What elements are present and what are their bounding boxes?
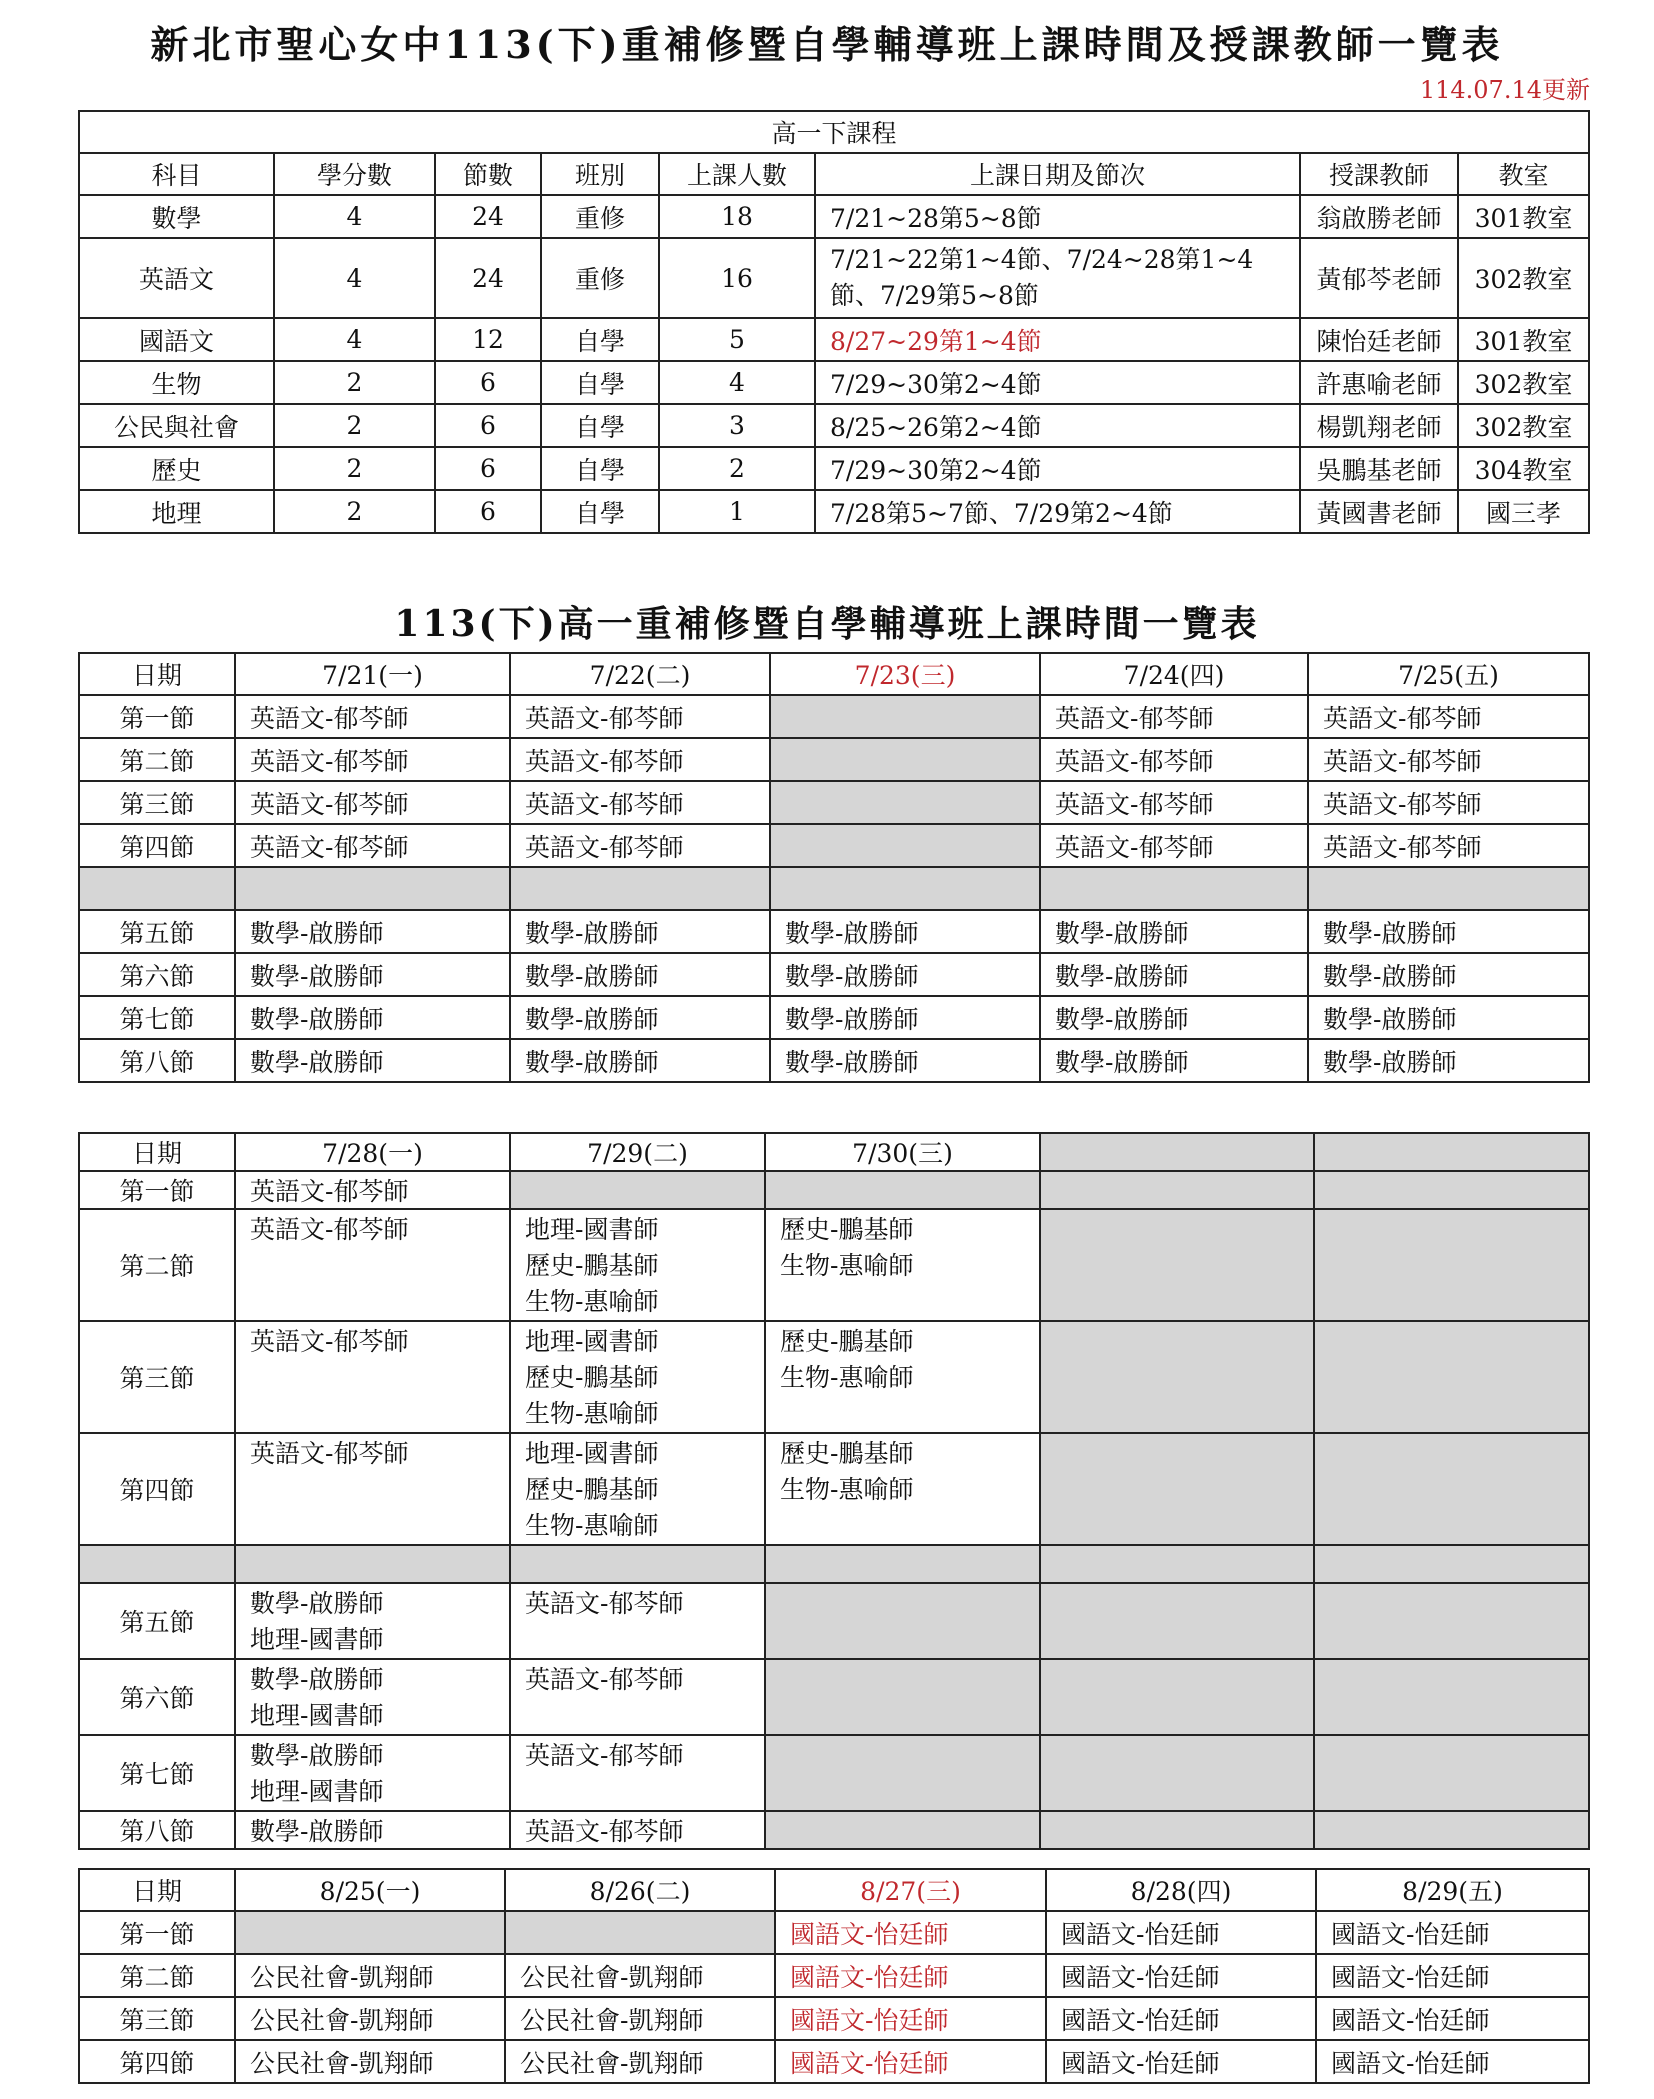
cell-highlighted: 國語文-怡廷師: [775, 2040, 1046, 2083]
table-row: [79, 361, 1589, 404]
empty-cell: [1314, 1735, 1589, 1811]
date-header: 日期: [79, 1869, 235, 1911]
date-header-highlighted: 7/23(三): [770, 653, 1040, 695]
empty-cell: [1314, 1133, 1589, 1171]
cell: 英語文-郁芩師: [510, 1735, 765, 1811]
table-row: [79, 195, 1589, 238]
cell: 自學: [541, 490, 659, 533]
column-header: 節數: [435, 153, 541, 195]
cell: 7/21~22第1~4節、7/24~28第1~4節、7/29第5~8節: [815, 238, 1300, 318]
cell: 英語文: [79, 238, 274, 318]
cell: 自學: [541, 361, 659, 404]
cell: 8/25~26第2~4節: [815, 404, 1300, 447]
cell: 英語文-郁芩師: [235, 824, 510, 867]
table-row: [79, 404, 1589, 447]
table-row: [79, 318, 1589, 361]
period-label: 第七節: [79, 1735, 235, 1811]
cell: 英語文-郁芩師: [510, 1583, 765, 1659]
empty-cell: [1040, 1811, 1314, 1849]
cell: 國三孝: [1458, 490, 1589, 533]
cell: 數學-啟勝師: [235, 910, 510, 953]
empty-cell: [765, 1171, 1040, 1209]
empty-cell: [1314, 1811, 1589, 1849]
cell: 數學-啟勝師 地理-國書師: [235, 1583, 510, 1659]
column-header: 學分數: [274, 153, 435, 195]
column-header: 上課人數: [659, 153, 815, 195]
empty-cell: [765, 1735, 1040, 1811]
empty-cell: [1040, 867, 1308, 910]
cell: 公民社會-凱翔師: [235, 1997, 505, 2040]
cell: 楊凱翔老師: [1300, 404, 1458, 447]
period-label: 第二節: [79, 1954, 235, 1997]
cell: 數學-啟勝師: [510, 1039, 770, 1082]
column-header: 科目: [79, 153, 274, 195]
cell: 歷史-鵬基師 生物-惠喻師: [765, 1209, 1040, 1321]
schedule-table-week-1: [78, 652, 1590, 1083]
column-header: 上課日期及節次: [815, 153, 1300, 195]
cell: 數學-啟勝師: [510, 910, 770, 953]
period-label: 第二節: [79, 1209, 235, 1321]
empty-cell: [770, 824, 1040, 867]
table-row: [79, 1209, 1589, 1321]
empty-cell: [770, 695, 1040, 738]
cell: 英語文-郁芩師: [235, 1171, 510, 1209]
cell: 數學-啟勝師: [235, 1811, 510, 1849]
empty-cell: [1308, 867, 1589, 910]
cell: 英語文-郁芩師: [510, 695, 770, 738]
cell: 2: [274, 404, 435, 447]
cell: 歷史-鵬基師 生物-惠喻師: [765, 1433, 1040, 1545]
date-header: 7/24(四): [1040, 653, 1308, 695]
cell: 地理-國書師 歷史-鵬基師 生物-惠喻師: [510, 1321, 765, 1433]
table-row: [79, 1433, 1589, 1545]
lunch-break-row: [79, 1545, 1589, 1583]
period-label: 第七節: [79, 996, 235, 1039]
course-table-caption: 高一下課程: [79, 111, 1589, 153]
cell: 國語文-怡廷師: [1316, 1911, 1589, 1954]
cell: 陳怡廷老師: [1300, 318, 1458, 361]
cell: 黃國書老師: [1300, 490, 1458, 533]
cell: 24: [435, 238, 541, 318]
period-label: 第五節: [79, 910, 235, 953]
cell: 國語文-怡廷師: [1046, 2040, 1316, 2083]
empty-cell: [765, 1583, 1040, 1659]
table-row: [79, 1911, 1589, 1954]
empty-cell: [1314, 1659, 1589, 1735]
cell: 6: [435, 490, 541, 533]
table-row: [79, 1583, 1589, 1659]
empty-cell: [79, 867, 235, 910]
cell: 數學-啟勝師: [770, 953, 1040, 996]
cell: 4: [274, 318, 435, 361]
period-label: 第一節: [79, 1911, 235, 1954]
table-row: [79, 996, 1589, 1039]
empty-cell: [1314, 1209, 1589, 1321]
table-row: [79, 695, 1589, 738]
cell: 7/21~28第5~8節: [815, 195, 1300, 238]
empty-cell: [765, 1545, 1040, 1583]
table-row: [79, 238, 1589, 318]
empty-cell: [1040, 1545, 1314, 1583]
cell: 4: [274, 195, 435, 238]
period-label: 第四節: [79, 2040, 235, 2083]
empty-cell: [1314, 1171, 1589, 1209]
cell: 英語文-郁芩師: [1040, 824, 1308, 867]
empty-cell: [505, 1911, 775, 1954]
cell: 數學-啟勝師: [1040, 1039, 1308, 1082]
schedule-header-row: [79, 1133, 1589, 1171]
cell: 英語文-郁芩師: [510, 1811, 765, 1849]
cell-highlighted: 國語文-怡廷師: [775, 1954, 1046, 1997]
date-header: 日期: [79, 653, 235, 695]
cell: 24: [435, 195, 541, 238]
empty-cell: [510, 867, 770, 910]
cell: 6: [435, 447, 541, 490]
empty-cell: [1040, 1133, 1314, 1171]
cell-highlighted: 8/27~29第1~4節: [815, 318, 1300, 361]
table-row: [79, 910, 1589, 953]
cell: 英語文-郁芩師: [1308, 824, 1589, 867]
cell: 國語文-怡廷師: [1316, 1954, 1589, 1997]
date-header: 7/28(一): [235, 1133, 510, 1171]
cell: 地理-國書師 歷史-鵬基師 生物-惠喻師: [510, 1209, 765, 1321]
cell: 英語文-郁芩師: [1308, 781, 1589, 824]
cell: 6: [435, 361, 541, 404]
empty-cell: [1040, 1583, 1314, 1659]
cell: 數學-啟勝師: [1040, 910, 1308, 953]
cell: 12: [435, 318, 541, 361]
cell: 18: [659, 195, 815, 238]
table-row: [79, 1039, 1589, 1082]
schedule-table-week-3: [78, 1868, 1590, 2084]
empty-cell: [1314, 1583, 1589, 1659]
period-label: 第四節: [79, 1433, 235, 1545]
schedule-header-row: [79, 1869, 1589, 1911]
cell: 自學: [541, 318, 659, 361]
table-row: [79, 1171, 1589, 1209]
period-label: 第五節: [79, 1583, 235, 1659]
table-row: [79, 1954, 1589, 1997]
schedule-title: 113(下)高一重補修暨自學輔導班上課時間一覽表: [394, 603, 1260, 645]
table-row: [79, 447, 1589, 490]
cell: 吳鵬基老師: [1300, 447, 1458, 490]
table-row: [79, 1735, 1589, 1811]
cell: 3: [659, 404, 815, 447]
cell: 英語文-郁芩師: [235, 781, 510, 824]
document-title: 新北市聖心女中113(下)重補修暨自學輔導班上課時間及授課教師一覽表: [150, 22, 1504, 67]
cell-highlighted: 國語文-怡廷師: [775, 1997, 1046, 2040]
cell: 302教室: [1458, 404, 1589, 447]
cell: 英語文-郁芩師: [235, 1321, 510, 1433]
cell: 數學-啟勝師: [235, 953, 510, 996]
period-label: 第四節: [79, 824, 235, 867]
table-row: [79, 781, 1589, 824]
cell: 英語文-郁芩師: [235, 695, 510, 738]
cell: 公民與社會: [79, 404, 274, 447]
empty-cell: [1040, 1735, 1314, 1811]
cell: 歷史: [79, 447, 274, 490]
period-label: 第六節: [79, 953, 235, 996]
cell: 7/29~30第2~4節: [815, 361, 1300, 404]
cell: 翁啟勝老師: [1300, 195, 1458, 238]
cell: 數學-啟勝師: [770, 996, 1040, 1039]
cell: 數學-啟勝師: [770, 1039, 1040, 1082]
cell: 國語文-怡廷師: [1316, 2040, 1589, 2083]
table-row: [79, 1811, 1589, 1849]
cell: 國語文-怡廷師: [1316, 1997, 1589, 2040]
date-header-highlighted: 8/27(三): [775, 1869, 1046, 1911]
period-label: 第三節: [79, 781, 235, 824]
empty-cell: [1040, 1171, 1314, 1209]
empty-cell: [765, 1659, 1040, 1735]
period-label: 第八節: [79, 1039, 235, 1082]
empty-cell: [235, 867, 510, 910]
empty-cell: [235, 1545, 510, 1583]
cell: 數學-啟勝師: [235, 996, 510, 1039]
cell: 國語文-怡廷師: [1046, 1911, 1316, 1954]
cell: 2: [659, 447, 815, 490]
cell: 國語文: [79, 318, 274, 361]
course-table-header-row: [79, 153, 1589, 195]
cell: 5: [659, 318, 815, 361]
empty-cell: [770, 781, 1040, 824]
period-label: 第三節: [79, 1321, 235, 1433]
cell: 302教室: [1458, 238, 1589, 318]
cell: 地理-國書師 歷史-鵬基師 生物-惠喻師: [510, 1433, 765, 1545]
table-row: [79, 953, 1589, 996]
lunch-break-row: [79, 867, 1589, 910]
cell-highlighted: 國語文-怡廷師: [775, 1911, 1046, 1954]
cell: 2: [274, 447, 435, 490]
table-row: [79, 1659, 1589, 1735]
cell: 英語文-郁芩師: [235, 738, 510, 781]
cell: 地理: [79, 490, 274, 533]
empty-cell: [79, 1545, 235, 1583]
cell: 歷史-鵬基師 生物-惠喻師: [765, 1321, 1040, 1433]
cell: 1: [659, 490, 815, 533]
empty-cell: [510, 1171, 765, 1209]
empty-cell: [770, 867, 1040, 910]
cell: 英語文-郁芩師: [235, 1433, 510, 1545]
empty-cell: [1314, 1545, 1589, 1583]
period-label: 第三節: [79, 1997, 235, 2040]
date-header: 7/21(一): [235, 653, 510, 695]
cell: 公民社會-凱翔師: [505, 1954, 775, 1997]
cell: 生物: [79, 361, 274, 404]
cell: 2: [274, 361, 435, 404]
cell: 數學: [79, 195, 274, 238]
empty-cell: [235, 1911, 505, 1954]
empty-cell: [765, 1811, 1040, 1849]
date-header: 日期: [79, 1133, 235, 1171]
date-header: 8/25(一): [235, 1869, 505, 1911]
cell: 數學-啟勝師: [1040, 953, 1308, 996]
table-row: [79, 490, 1589, 533]
cell: 公民社會-凱翔師: [235, 2040, 505, 2083]
date-header: 8/28(四): [1046, 1869, 1316, 1911]
table-row: [79, 824, 1589, 867]
cell: 304教室: [1458, 447, 1589, 490]
cell: 數學-啟勝師 地理-國書師: [235, 1735, 510, 1811]
cell: 2: [274, 490, 435, 533]
cell: 4: [274, 238, 435, 318]
cell: 301教室: [1458, 195, 1589, 238]
empty-cell: [770, 738, 1040, 781]
cell: 英語文-郁芩師: [1040, 695, 1308, 738]
cell: 英語文-郁芩師: [1040, 738, 1308, 781]
cell: 自學: [541, 404, 659, 447]
empty-cell: [1040, 1321, 1314, 1433]
date-header: 8/29(五): [1316, 1869, 1589, 1911]
cell: 英語文-郁芩師: [510, 824, 770, 867]
empty-cell: [510, 1545, 765, 1583]
cell: 7/28第5~7節、7/29第2~4節: [815, 490, 1300, 533]
cell: 數學-啟勝師: [770, 910, 1040, 953]
cell: 重修: [541, 195, 659, 238]
cell: 英語文-郁芩師: [510, 738, 770, 781]
cell: 7/29~30第2~4節: [815, 447, 1300, 490]
course-summary-table: [78, 110, 1590, 534]
cell: 公民社會-凱翔師: [505, 1997, 775, 2040]
cell: 英語文-郁芩師: [510, 1659, 765, 1735]
cell: 數學-啟勝師: [1308, 996, 1589, 1039]
column-header: 教室: [1458, 153, 1589, 195]
schedule-table-week-2: [78, 1132, 1590, 1850]
cell: 6: [435, 404, 541, 447]
period-label: 第八節: [79, 1811, 235, 1849]
period-label: 第一節: [79, 1171, 235, 1209]
period-label: 第一節: [79, 695, 235, 738]
cell: 數學-啟勝師: [510, 996, 770, 1039]
cell: 公民社會-凱翔師: [505, 2040, 775, 2083]
cell: 16: [659, 238, 815, 318]
cell: 公民社會-凱翔師: [235, 1954, 505, 1997]
column-header: 授課教師: [1300, 153, 1458, 195]
cell: 黃郁芩老師: [1300, 238, 1458, 318]
date-header: 7/30(三): [765, 1133, 1040, 1171]
schedule-header-row: [79, 653, 1589, 695]
cell: 英語文-郁芩師: [235, 1209, 510, 1321]
date-header: 7/25(五): [1308, 653, 1589, 695]
period-label: 第二節: [79, 738, 235, 781]
cell: 自學: [541, 447, 659, 490]
period-label: 第六節: [79, 1659, 235, 1735]
cell: 數學-啟勝師: [235, 1039, 510, 1082]
cell: 數學-啟勝師: [1308, 953, 1589, 996]
date-header: 7/22(二): [510, 653, 770, 695]
empty-cell: [1314, 1433, 1589, 1545]
cell: 數學-啟勝師 地理-國書師: [235, 1659, 510, 1735]
table-row: [79, 2040, 1589, 2083]
cell: 4: [659, 361, 815, 404]
table-row: [79, 738, 1589, 781]
update-date-note: 114.07.14更新: [1419, 76, 1590, 104]
cell: 302教室: [1458, 361, 1589, 404]
cell: 國語文-怡廷師: [1046, 1954, 1316, 1997]
empty-cell: [1040, 1209, 1314, 1321]
table-row: [79, 1997, 1589, 2040]
cell: 數學-啟勝師: [510, 953, 770, 996]
empty-cell: [1040, 1659, 1314, 1735]
cell: 數學-啟勝師: [1308, 1039, 1589, 1082]
cell: 數學-啟勝師: [1308, 910, 1589, 953]
cell: 國語文-怡廷師: [1046, 1997, 1316, 2040]
cell: 數學-啟勝師: [1040, 996, 1308, 1039]
cell: 許惠喻老師: [1300, 361, 1458, 404]
date-header: 7/29(二): [510, 1133, 765, 1171]
column-header: 班別: [541, 153, 659, 195]
empty-cell: [1040, 1433, 1314, 1545]
empty-cell: [1314, 1321, 1589, 1433]
cell: 重修: [541, 238, 659, 318]
cell: 英語文-郁芩師: [1308, 695, 1589, 738]
table-row: [79, 1321, 1589, 1433]
date-header: 8/26(二): [505, 1869, 775, 1911]
cell: 英語文-郁芩師: [510, 781, 770, 824]
cell: 301教室: [1458, 318, 1589, 361]
cell: 英語文-郁芩師: [1308, 738, 1589, 781]
cell: 英語文-郁芩師: [1040, 781, 1308, 824]
